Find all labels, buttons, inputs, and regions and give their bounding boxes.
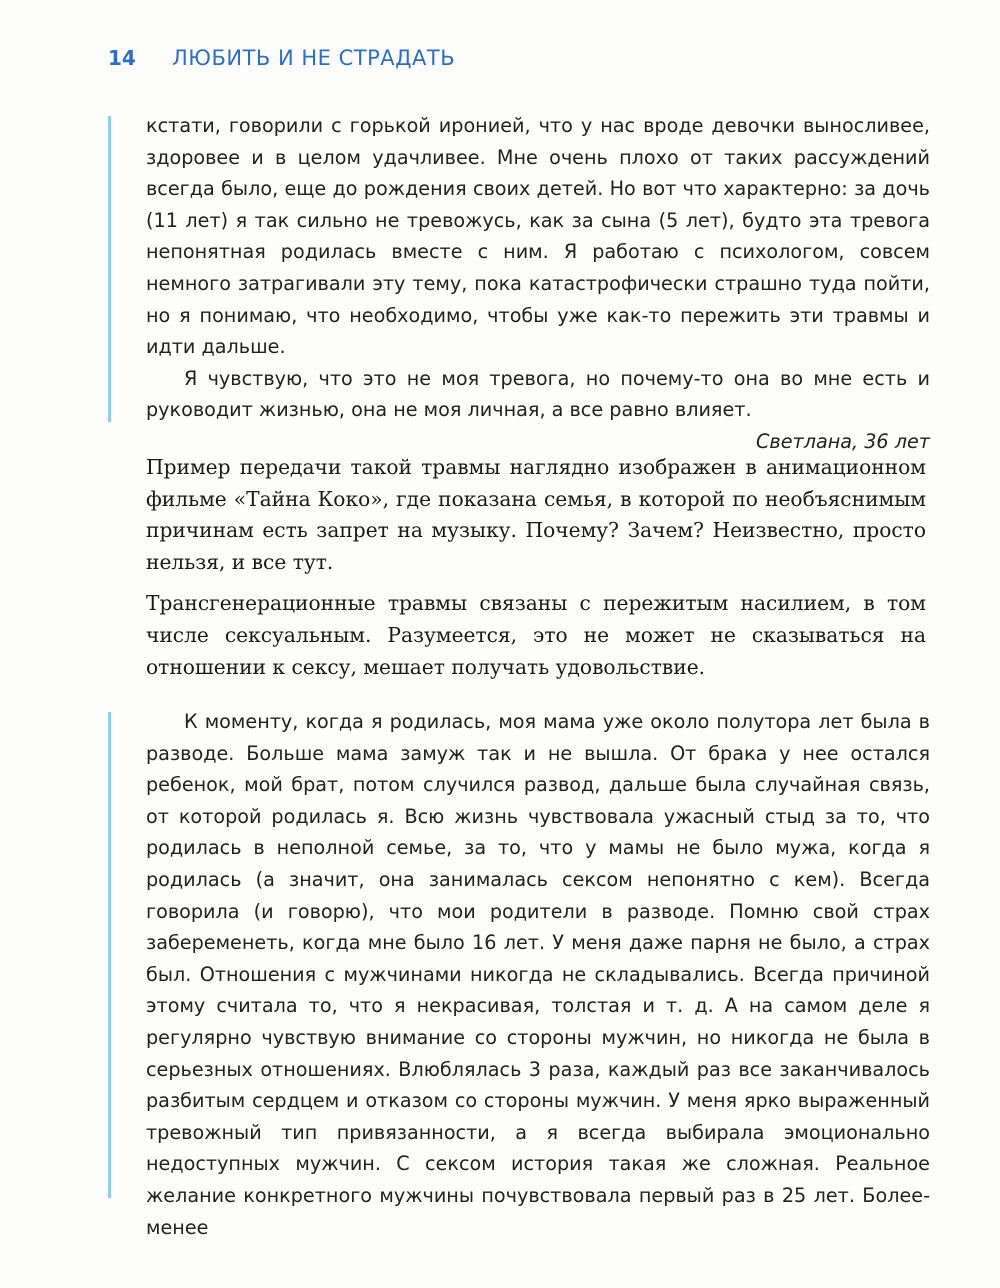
main-text <box>146 452 926 693</box>
quote-signature: Светлана, 36 лет <box>756 429 930 453</box>
running-title: ЛЮБИТЬ И НЕ СТРАДАТЬ <box>172 46 456 70</box>
quote-bar <box>108 712 111 1198</box>
quote-bar <box>108 116 111 422</box>
body-paragraph: Пример передачи такой травмы наглядно изображен в анимационном фильме «Тайна Коко», где показана семья, в которой по необъяснимым причинам есть запрет на музыку. Почему? Зачем? Неизвестно, просто нельзя, и все тут. <box>146 455 926 574</box>
quote-block-1 <box>108 110 930 458</box>
quote-paragraph: К моменту, когда я родилась, моя мама уже около полутора лет была в разводе. Больше мама замуж так и не вышла. От брака у нее остался ребенок, мой брат, потом случился развод, дальше была случайная связь, от которой родилась я. Всю жизнь чувствовала ужасный стыд за то, что родилась в неполной семье, за то, что у мамы не было мужа, когда я родилась (а значит, она занималась сексом непонятно с кем). Всегда говорила (и говорю), что мои родители в разводе. Помню свой страх забеременеть, когда мне было 16 лет. У меня даже парня не было, а страх был. Отношения с мужчинами никогда не складывались. Всегда причиной этому считала то, что я некрасивая, толстая и т. д. А на самом деле я регулярно чувствую внимание со стороны мужчин, но никогда не была в серьезных отношениях. Влюблялась 3 раза, каждый раз все заканчивалось разбитым сердцем и отказом со стороны мужчин. У меня ярко выраженный тревожный тип привязанности, а я всегда выбирала эмоционально недоступных мужчин. С сексом история такая же сложная. Реальное желание конкретного мужчины почувствовала первый раз в 25 лет. Более-менее <box>146 710 930 1239</box>
page-number: 14 <box>108 46 136 70</box>
quote-paragraph: кстати, говорили с горькой иронией, что у нас вроде девочки выносливее, здоровее и в целом удачливее. Мне очень плохо от таких рассуждений всегда было, еще до рождения своих детей. Но вот что характерно: за дочь (11 лет) я так сильно не тревожусь, как за сына (5 лет), будто эта тревога непонятная родилась вместе с ним. Я работаю с психологом, совсем немного затрагивали эту тему, пока катастрофически страшно туда пойти, но я понимаю, что необходимо, чтобы уже как-то пережить эти травмы и идти дальше. <box>146 114 930 359</box>
quote-paragraph: Я чувствую, что это не моя тревога, но почему-то она во мне есть и руководит жизнью, она не моя личная, а все равно влияет. <box>146 366 930 422</box>
quote-block-2 <box>108 706 930 1243</box>
running-header <box>108 40 455 76</box>
body-paragraph: Трансгенерационные травмы связаны с пережитым насилием, в том числе сексуальным. Разумеется, это не может не сказываться на отношении к сексу, мешает получать удовольствие. <box>146 591 926 679</box>
